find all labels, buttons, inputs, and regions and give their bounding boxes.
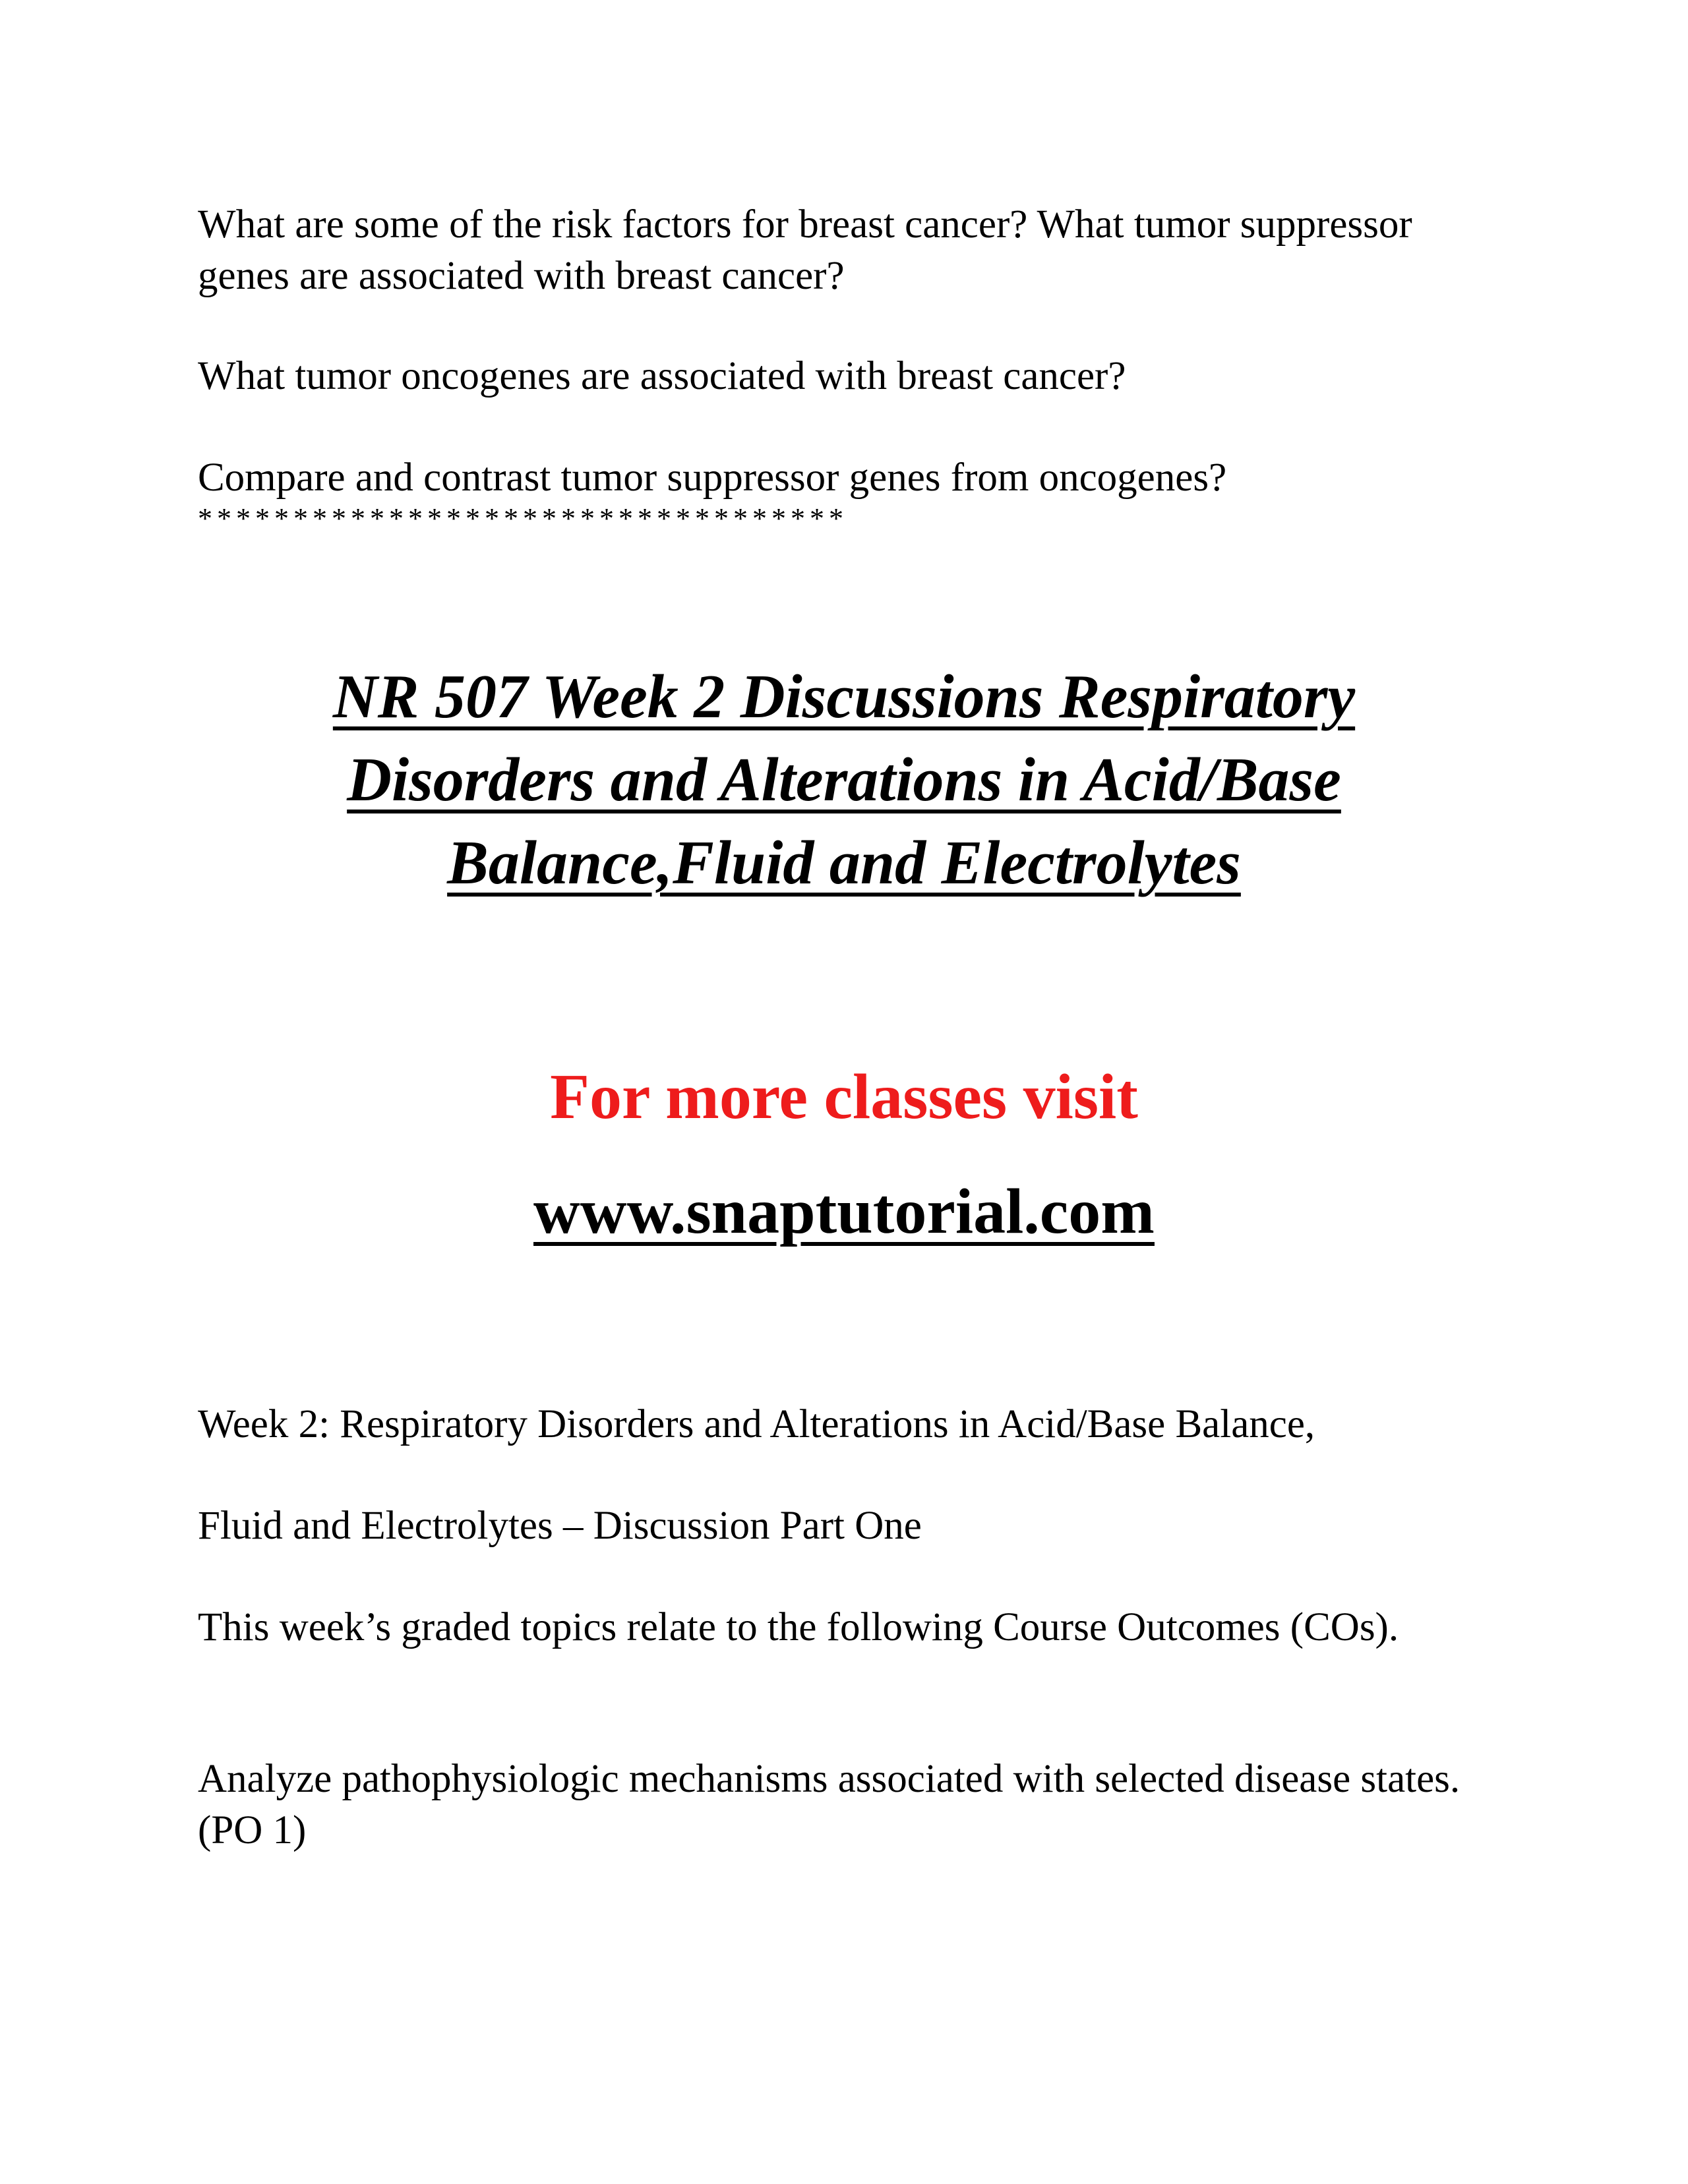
course-outcome-1: Analyze pathophysiologic mechanisms associated with selected disease states. (PO 1) xyxy=(198,1757,1461,1852)
question-oncogenes: What tumor oncogenes are associated with breast cancer? xyxy=(198,354,1126,398)
title-line-3: Balance,Fluid and Electrolytes xyxy=(447,829,1241,897)
week-topic-line-1: Week 2: Respiratory Disorders and Alterations in Acid/Base Balance, xyxy=(198,1402,1315,1446)
document-title xyxy=(198,655,1490,904)
website-link-container xyxy=(198,1172,1490,1251)
separator-stars: ********************************** xyxy=(198,502,848,535)
title-line-1: NR 507 Week 2 Discussions Respiratory xyxy=(332,663,1356,731)
question-compare: Compare and contrast tumor suppressor genes from oncogenes? xyxy=(198,456,1227,500)
week-topic-line-2: Fluid and Electrolytes – Discussion Part One xyxy=(198,1504,922,1548)
website-link[interactable]: www.snaptutorial.com xyxy=(533,1176,1155,1247)
promo-text: For more classes visit xyxy=(550,1061,1138,1133)
title-line-2: Disorders and Alterations in Acid/Base xyxy=(347,746,1341,814)
question-risk-factors: What are some of the risk factors for breast cancer? What tumor suppressor genes are associated with breast cancer? xyxy=(198,202,1412,298)
course-outcomes-intro: This week’s graded topics relate to the following Course Outcomes (COs). xyxy=(198,1605,1399,1649)
